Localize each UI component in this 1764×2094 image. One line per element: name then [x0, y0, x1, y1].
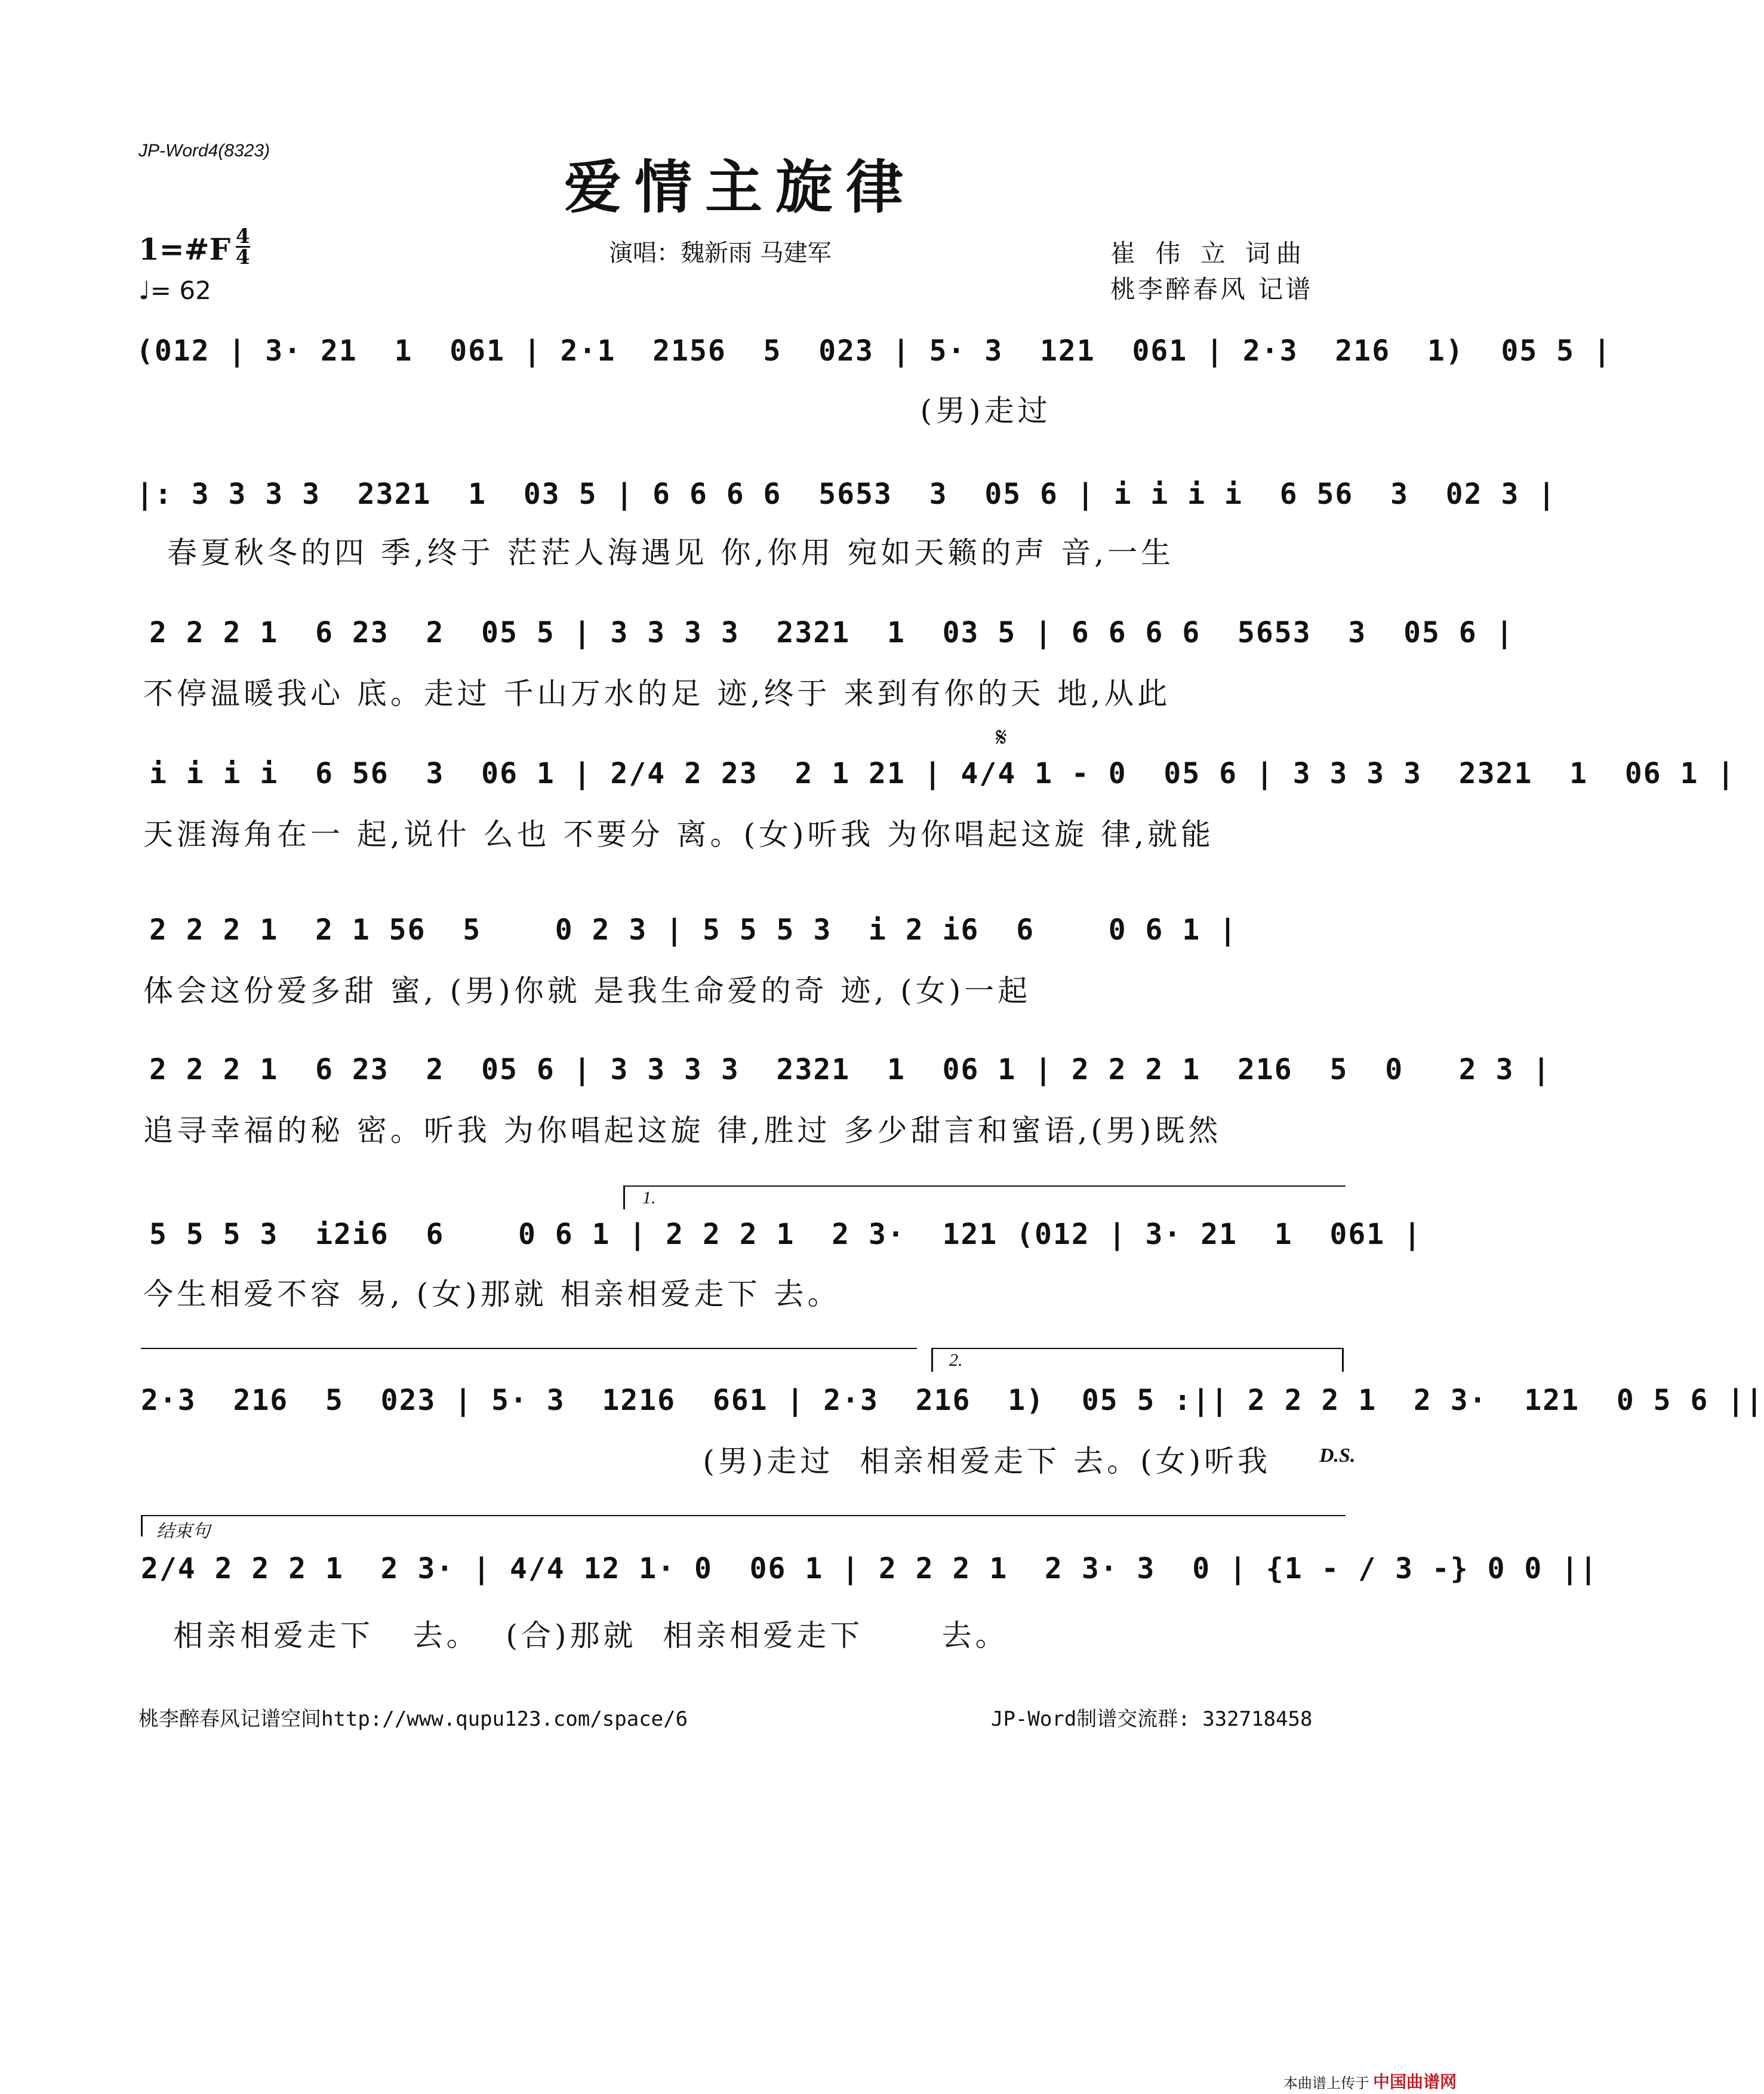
volta-continuation-bracket — [141, 1348, 917, 1349]
ds-mark: D.S. — [1319, 1445, 1356, 1467]
score-row-notes: |: 3 3 3 3 2321 1 03 5 | 6 6 6 6 5653 3 05 6 | i i i i 6 56 3 02 3 | — [136, 478, 1557, 511]
score-row-notes: 2 2 2 1 2 1 56 5 0 2 3 | 5 5 5 3 i 2 i6 6 0 6 1 | — [149, 913, 1238, 947]
score-row-lyrics: 今生相爱不容 易, (女)那就 相亲相爱走下 去。 — [143, 1277, 841, 1311]
score-row-lyrics: (男)走过 相亲相爱走下 去。(女)听我 — [141, 1444, 1272, 1479]
volta-2-bracket-edge — [931, 1348, 933, 1372]
volta-2-bracket-end — [1342, 1348, 1344, 1372]
footer-left-credit: 桃李醉春风记谱空间http://www.qupu123.com/space/6 — [138, 1707, 688, 1731]
volta-1-bracket-edge — [623, 1185, 625, 1209]
upload-note: 本曲谱上传于 — [1283, 2075, 1369, 2092]
composer-credit: 崔 伟 立 词曲 — [1110, 239, 1308, 268]
score-row-lyrics: 春夏秋冬的四 季,终于 茫茫人海遇见 你,你用 宛如天籁的声 音,一生 — [167, 535, 1175, 570]
score-row-notes: i i i i 6 56 3 06 1 | 2/4 2 23 2 1 21 | 4/4 1 - 0 05 6 | 3 3 3 3 2321 1 06 1 | — [149, 757, 1736, 790]
volta-2-label: 2. — [949, 1350, 963, 1370]
score-row-lyrics: 追寻幸福的秘 密。听我 为你唱起这旋 律,胜过 多少甜言和蜜语,(男)既然 — [143, 1113, 1222, 1148]
score-row-notes: 2 2 2 1 6 23 2 05 5 | 3 3 3 3 2321 1 03 5 | 6 6 6 6 5653 3 05 6 | — [149, 616, 1514, 649]
volta-2-bracket — [931, 1348, 1343, 1349]
score-row-lyrics: 不停温暖我心 底。走过 千山万水的足 迹,终于 来到有你的天 地,从此 — [143, 676, 1171, 711]
volta-1-label: 1. — [642, 1188, 656, 1208]
footer-right-credit: JP-Word制谱交流群: 332718458 — [991, 1707, 1313, 1731]
score-row-notes: 2·3 216 5 023 | 5· 3 1216 661 | 2·3 216 1) 05 5 :|| 2 2 2 1 2 3· 121 0 5 6 || — [141, 1384, 1764, 1417]
score-row-notes: 2 2 2 1 6 23 2 05 6 | 3 3 3 3 2321 1 06 1 | 2 2 2 1 216 5 0 2 3 | — [149, 1053, 1551, 1086]
score-row-lyrics: 相亲相爱走下 去。 (合)那就 相亲相爱走下 去。 — [173, 1618, 1009, 1653]
segno-sign: 𝄋 — [996, 722, 1007, 753]
score-row-lyrics: 天涯海角在一 起,说什 么也 不要分 离。(女)听我 为你唱起这旋 律,就能 — [143, 817, 1215, 852]
ending-label: 结束句 — [156, 1522, 210, 1541]
singer-credit: 演唱：魏新雨 马建军 — [609, 239, 832, 267]
time-signature-top: 4 — [236, 224, 250, 248]
score-row-lyrics: 体会这份爱多甜 蜜, (男)你就 是我生命爱的奇 迹, (女)一起 — [143, 974, 1032, 1008]
software-label: JP-Word4(8323) — [138, 141, 270, 161]
volta-1-bracket — [623, 1185, 1346, 1187]
score-row-lyrics: (男)走过 — [136, 393, 1051, 428]
score-row-notes: (012 | 3· 21 1 061 | 2·1 2156 5 023 | 5· 3 121 061 | 2·3 216 1) 05 5 | — [136, 334, 1612, 368]
key-signature: 1=#F — [138, 232, 231, 267]
tempo-mark: ♩= 62 — [138, 276, 211, 305]
site-logo: 中国曲谱网 — [1373, 2072, 1457, 2092]
score-row-notes: 2/4 2 2 2 1 2 3· | 4/4 12 1· 0 06 1 | 2 2 2 1 2 3· 3 0 | {1 - / 3 -} 0 0 || — [141, 1552, 1598, 1585]
transcriber-credit: 桃李醉春风 记谱 — [1110, 275, 1313, 304]
page-title: 爱情主旋律 — [564, 153, 916, 221]
time-signature-bottom: 4 — [236, 245, 250, 269]
ending-bracket-edge — [141, 1515, 143, 1536]
time-signature — [236, 224, 250, 269]
score-row-notes: 5 5 5 3 i2i6 6 0 6 1 | 2 2 2 1 2 3· 121 (012 | 3· 21 1 061 | — [149, 1218, 1422, 1251]
ending-bracket — [141, 1515, 1346, 1516]
